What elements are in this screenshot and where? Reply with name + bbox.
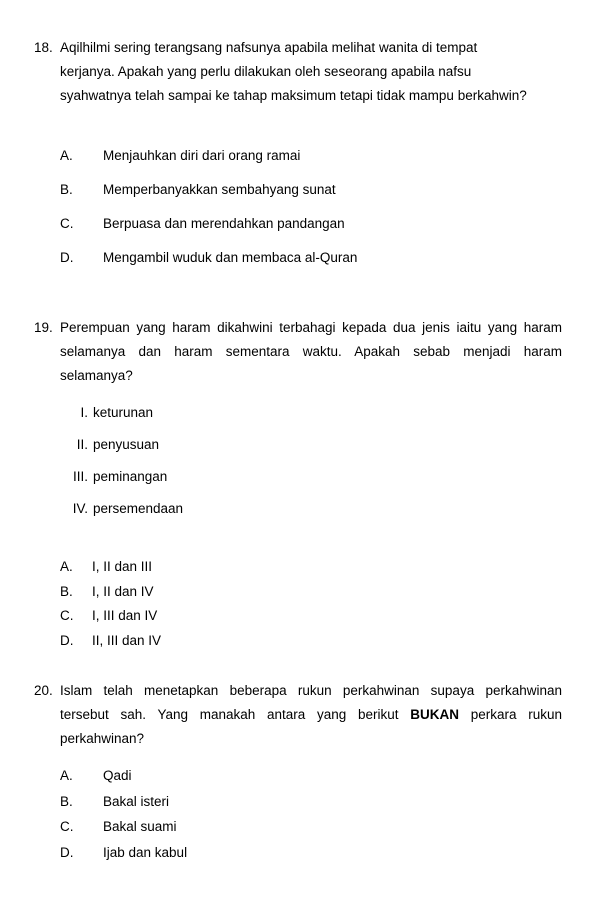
question-19: [34, 316, 562, 388]
question-text: Perempuan yang haram dikahwini terbahagi kepada dua jenis iaitu yang haram selamanya dan haram sementara waktu. Apakah sebab menjadi haram selamanya?: [60, 320, 562, 383]
emphasis-word: BUKAN: [410, 707, 459, 722]
statement-numeral: I.: [80, 405, 88, 420]
question-text-part: perkara rukun perkahwinan?: [60, 707, 562, 746]
option-text: Menjauhkan diri dari orang ramai: [103, 148, 301, 163]
question-18: [34, 36, 562, 108]
statement-numeral: II.: [76, 437, 88, 452]
option-letter: A.: [60, 559, 73, 574]
question-line: syahwatnya telah sampai ke tahap maksimum tetapi tidak mampu berkahwin?: [60, 88, 527, 103]
option-text: Qadi: [103, 768, 132, 783]
question-number: 19.: [34, 320, 53, 335]
statement-numeral: IV.: [72, 501, 88, 516]
option-letter: B.: [60, 793, 73, 809]
statement-text: penyusuan: [93, 437, 160, 452]
option-letter: D.: [60, 250, 74, 265]
option-text: Memperbanyakkan sembahyang sunat: [103, 182, 336, 197]
option-letter: B.: [60, 182, 73, 197]
option-letter: D.: [60, 844, 74, 860]
option-letter: A.: [60, 768, 73, 783]
option-text: Bakal isteri: [103, 793, 170, 809]
option-text: II, III dan IV: [92, 632, 162, 648]
question-line: Aqilhilmi sering terangsang nafsunya apabila melihat wanita di tempat: [60, 40, 478, 55]
question-text-part: Islam telah menetapkan beberapa rukun perkahwinan supaya perkahwinan tersebut sah. Yang manakah antara yang berikut: [60, 683, 562, 722]
statement-text: keturunan: [93, 405, 154, 420]
option-letter: C.: [60, 819, 74, 834]
option-text: I, II dan IV: [92, 583, 154, 599]
option-letter: D.: [60, 632, 74, 648]
option-text: I, III dan IV: [92, 608, 158, 623]
option-text: Ijab dan kabul: [103, 844, 188, 860]
option-letter: A.: [60, 148, 73, 163]
statement-text: peminangan: [93, 469, 168, 484]
option-text: Bakal suami: [103, 819, 177, 834]
question-text: [60, 36, 562, 108]
option-letter: B.: [60, 583, 73, 599]
option-text: Berpuasa dan merendahkan pandangan: [103, 216, 345, 231]
statement-numeral: III.: [72, 469, 88, 484]
question-20: [34, 679, 562, 751]
option-text: Mengambil wuduk dan membaca al-Quran: [103, 250, 358, 265]
option-text: I, II dan III: [92, 559, 153, 574]
question-text: [60, 679, 562, 751]
question-number: 18.: [34, 40, 53, 55]
question-number: 20.: [34, 683, 53, 698]
question-line: kerjanya. Apakah yang perlu dilakukan oleh seseorang apabila nafsu: [60, 64, 472, 79]
statement-text: persemendaan: [93, 501, 184, 516]
option-letter: C.: [60, 216, 74, 231]
option-letter: C.: [60, 608, 74, 623]
